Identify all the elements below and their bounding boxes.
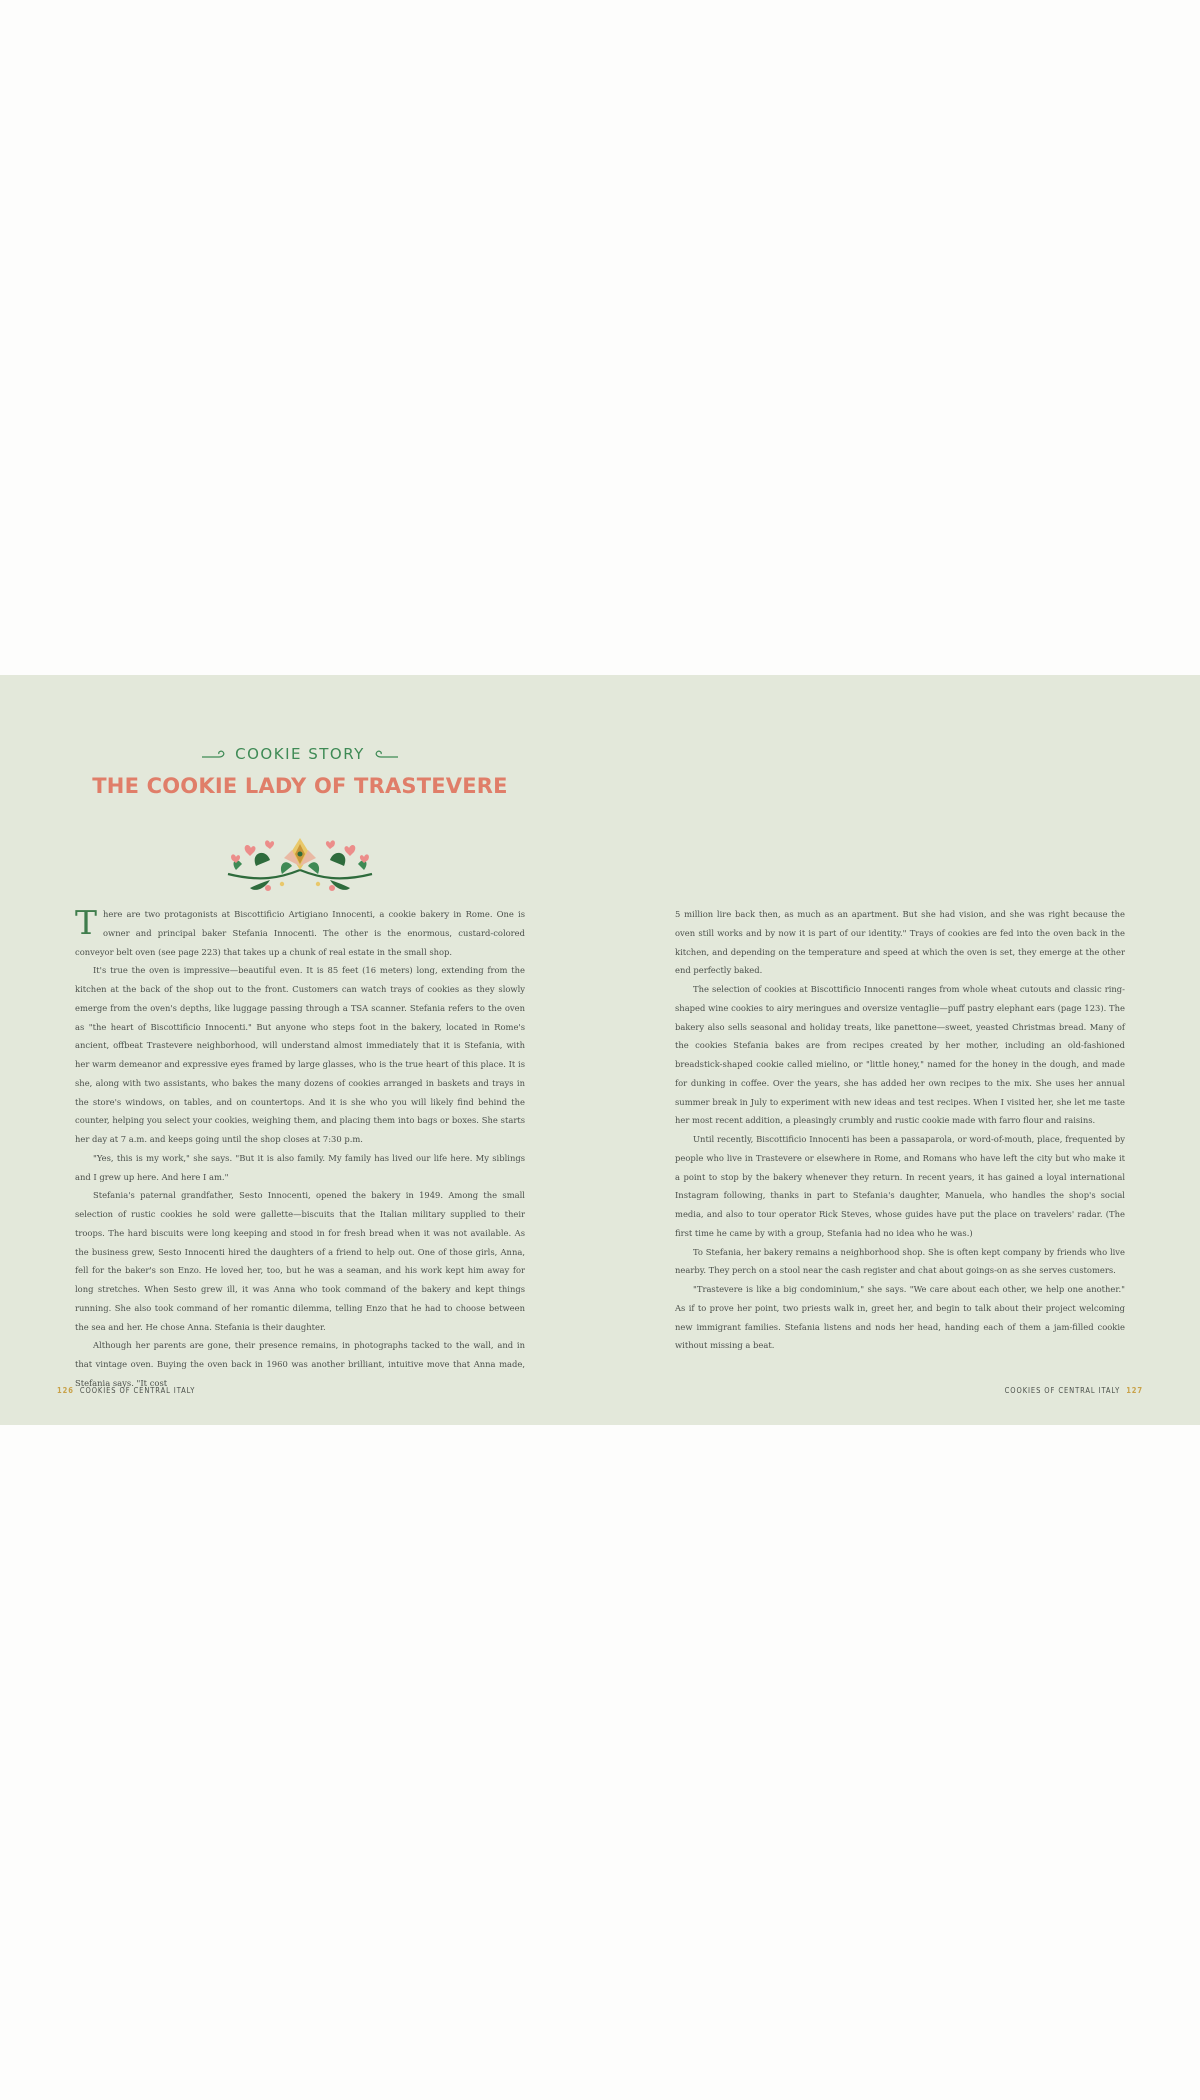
paragraph-text: here are two protagonists at Biscottificio Artigiano Innocenti, a cookie bakery in Rome. One is owner and principal baker Stefania Innocenti. The other is the enormous, custard-colored conveyor belt oven (see page 223) that takes up a chunk of real estate in the small shop. (75, 909, 525, 957)
swirl-left-icon (201, 748, 229, 760)
cookie-story-kicker (140, 745, 460, 763)
paragraph: "Trastevere is like a big condominium," she says. "We care about each other, we help one another." As if to prove her point, two priests walk in, greet her, and begin to talk about their project welcoming new immigrant families. Stefania listens and nods her head, handing each of them a jam-filled cookie without missing a beat. (675, 1284, 1125, 1351)
swirl-right-icon (371, 748, 399, 760)
left-folio (57, 1386, 195, 1395)
paragraph: Stefania's paternal grandfather, Sesto Innocenti, opened the bakery in 1949. Among the small selection of rustic cookies he sold were gallette—biscuits that the Italian military supplied to their troops. The hard biscuits were long keeping and stood in for fresh bread when it was not available. As the business grew, Sesto Innocenti hired the daughters of a friend to help out. One of those girls, Anna, fell for the baker's son Enzo. He loved her, too, but he was a seaman, and his work kept him away for long stretches. When Sesto grew ill, it was Anna who took command of the bakery and kept things running. She also took command of her romantic dilemma, telling Enzo that he had to choose between the sea and her. He chose Anna. Stefania is their daughter. (75, 1190, 525, 1332)
left-running-title: COOKIES OF CENTRAL ITALY (79, 1386, 196, 1395)
left-page-number: 126 (57, 1386, 74, 1395)
book-spread (0, 675, 1200, 1425)
left-column-text (75, 905, 525, 1393)
kicker-label: COOKIE STORY (235, 745, 365, 763)
floral-ornament-icon (220, 830, 380, 894)
drop-cap: T (75, 903, 98, 942)
paragraph: 5 million lire back then, as much as an apartment. But she had vision, and she was right because the oven still works and by now it is part of our identity." Trays of cookies are fed into the oven back in the kitchen, and depending on the temperature and speed at which the oven is set, they emerge at the other end perfectly baked. (675, 909, 1125, 976)
right-page-number: 127 (1126, 1386, 1143, 1395)
article-title: THE COOKIE LADY OF TRASTEVERE (92, 774, 508, 798)
paragraph: Until recently, Biscottificio Innocenti has been a passaparola, or word-of-mouth, place, frequented by people who live in Trastevere or elsewhere in Rome, and Romans who have left the city but who make it a point to stop by the bakery whenever they return. In recent years, it has gained a loyal international Instagram following, thanks in part to Stefania's daughter, Manuela, who handles the shop's social media, and also to tour operator Rick Steves, whose guides have put the place on travelers' radar. (The first time he came by with a group, Stefania had no idea who he was.) (675, 1134, 1125, 1238)
paragraph: Although her parents are gone, their presence remains, in photographs tacked to the wall, and in that vintage oven. Buying the oven back in 1960 was another brilliant, intuitive move that Anna made, Stefania says. "It cost (75, 1340, 525, 1388)
paragraph: It's true the oven is impressive—beautiful even. It is 85 feet (16 meters) long, extending from the kitchen at the back of the shop out to the front. Customers can watch trays of cookies as they slowly emerge from the oven's depths, like luggage passing through a TSA scanner. Stefania refers to the oven as "the heart of Biscottificio Innocenti." But anyone who steps foot in the bakery, located in Rome's ancient, offbeat Trastevere neighborhood, will understand almost immediately that it is Stefania, with her warm demeanor and expressive eyes framed by large glasses, who is the true heart of this place. It is she, along with two assistants, who bakes the many dozens of cookies arranged in baskets and trays in the store's windows, on tables, and on countertops. And it is she who you will likely find behind the counter, helping you select your cookies, weighing them, and placing them into bags or boxes. She starts her day at 7 a.m. and keeps going until the shop closes at 7:30 p.m. (75, 965, 525, 1144)
paragraph: To Stefania, her bakery remains a neighborhood shop. She is often kept company by friends who live nearby. They perch on a stool near the cash register and chat about goings-on as she serves customers. (675, 1246, 1125, 1276)
paragraph (75, 905, 525, 961)
right-column-text (675, 905, 1125, 1355)
right-folio (1005, 1386, 1143, 1395)
paragraph: The selection of cookies at Biscottificio Innocenti ranges from whole wheat cutouts and classic ring-shaped wine cookies to airy meringues and oversize ventaglie—puff pastry elephant ears (page 123). The bakery also sells seasonal and holiday treats, like panettone—sweet, yeasted Christmas bread. Many of the cookies Stefania bakes are from recipes created by her mother, including an old-fashioned breadstick-shaped cookie called mielino, or "little honey," named for the honey in the dough, and made for dunking in coffee. Over the years, she has added her own recipes to the mix. She uses her annual summer break in July to experiment with new ideas and test recipes. When I visited her, she let me taste her most recent addition, a pleasingly crumbly and rustic cookie made with farro flour and raisins. (675, 984, 1125, 1126)
paragraph: "Yes, this is my work," she says. "But it is also family. My family has lived our life here. My siblings and I grew up here. And here I am." (75, 1152, 525, 1182)
right-running-title: COOKIES OF CENTRAL ITALY (1004, 1386, 1121, 1395)
